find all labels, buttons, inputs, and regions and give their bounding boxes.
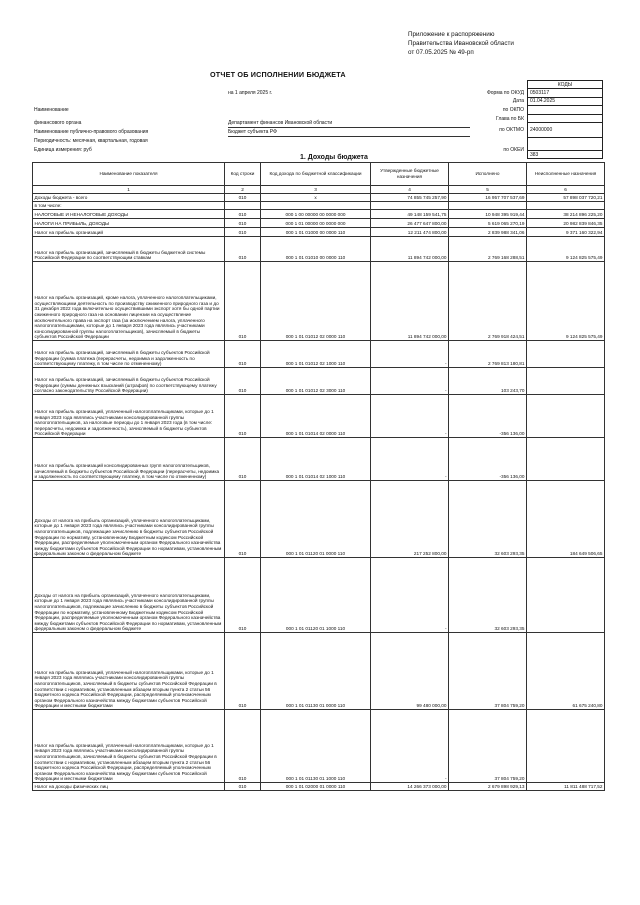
appendix-line-3: от 07.05.2025 № 49-рп (408, 49, 474, 56)
row-remaining (527, 368, 605, 395)
row-executed: -356 136,00 (449, 438, 527, 481)
row-kbk: 000 1 01 01014 02 0000 110 (261, 395, 371, 438)
row-kbk: 000 1 01 02000 01 0000 110 (261, 783, 371, 791)
okpo-value (528, 106, 603, 114)
appendix-line-2: Правительства Ивановской области (408, 40, 514, 47)
fin-organ-value: Департамент финансов Ивановской области (228, 120, 333, 126)
row-code: 010 (225, 262, 261, 341)
codes-caption: КОДЫ (528, 81, 603, 89)
table-row (33, 710, 605, 783)
table-row (33, 228, 605, 237)
row-name: Налог на прибыль организаций (33, 228, 225, 237)
table-row (33, 194, 605, 202)
date-label: Дата (512, 98, 524, 104)
row-remaining: 57 898 037 720,21 (527, 194, 605, 202)
row-approved: - (371, 558, 449, 633)
oktmo-value: 24000000 (528, 122, 603, 137)
row-remaining: 38 214 896 225,20 (527, 210, 605, 219)
table-row (33, 558, 605, 633)
spacer-cell (528, 137, 603, 150)
row-code: 010 (225, 219, 261, 228)
row-code: 010 (225, 481, 261, 558)
row-code: 010 (225, 228, 261, 237)
row-code: 010 (225, 438, 261, 481)
table-row (33, 219, 605, 228)
row-remaining: 184 649 506,65 (527, 481, 605, 558)
row-name: НАЛОГОВЫЕ И НЕНАЛОГОВЫЕ ДОХОДЫ (33, 210, 225, 219)
row-name: Налог на прибыль организаций, кроме налога, уплаченного налогоплательщиками, осуществляющими деятельность по производству сжиженного природного газа и до 31 декабря 2022 года включительно осуществившими экспорт хотя бы одной партии сжиженного природного газа на основании лицензии на осуществление исключительного права на экспорт газа (за исключением налога, уплаченного налогоплательщиками, которые до 1 января 2023 года являлись участниками консолидированной группы налогоплательщиков), зачисляемый в бюджеты субъектов Российской Федерации (33, 262, 225, 341)
row-name: Доходы от налога на прибыль организаций, уплаченного налогоплательщиками, которые до 1 января 2023 года являлись участниками консолидированной группы налогоплательщиков, подлежащие зачислению в бюджеты субъектов Российской Федерации по нормативу, установленному Бюджетным кодексом Российской Федерации, распределяемые уполномоченным органом Федерального казначейства между бюджетами субъектов Российской Федерации по нормативам, установленным федеральным законом о федеральном бюджете (33, 558, 225, 633)
row-name: в том числе: (33, 202, 225, 210)
table-row (33, 481, 605, 558)
date-value: 01.04.2025 (528, 97, 603, 105)
row-remaining: 61 675 240,80 (527, 633, 605, 710)
row-kbk: 000 1 01 01012 02 0000 110 (261, 262, 371, 341)
table-row (33, 783, 605, 791)
column-header: Утвержденные бюджетные назначения (371, 163, 449, 186)
row-name: Доходы от налога на прибыль организаций, уплаченного налогоплательщиками, которые до 1 января 2023 года являлись участниками консолидированной группы налогоплательщиков, подлежащие зачислению в бюджеты субъектов Российской Федерации по нормативу, установленному Бюджетным кодексом Российской Федерации, распределяемые уполномоченным органом Федерального казначейства между бюджетами субъектов Российской Федерации по нормативам, установленным федеральным законом о федеральном бюджете (33, 481, 225, 558)
table-row (33, 202, 605, 210)
row-remaining: 9 124 825 575,49 (527, 237, 605, 262)
row-executed: 32 603 293,35 (449, 558, 527, 633)
row-name: Налог на прибыль организаций, зачисляемый в бюджеты бюджетной системы Российской Федерации по соответствующим ставкам (33, 237, 225, 262)
row-approved: - (371, 341, 449, 368)
row-executed: 103 243,70 (449, 368, 527, 395)
row-code: 010 (225, 395, 261, 438)
row-code (225, 202, 261, 210)
row-remaining: 9 124 825 575,49 (527, 262, 605, 341)
row-code: 010 (225, 783, 261, 791)
column-number: 2 (225, 186, 261, 194)
document-title: ОТЧЕТ ОБ ИСПОЛНЕНИИ БЮДЖЕТА (210, 70, 346, 79)
row-code: 010 (225, 210, 261, 219)
row-name: Налог на прибыль организаций, уплаченный налогоплательщиками, которые до 1 января 2023 года являлись участниками консолидированной группы налогоплательщиков, зачисляемый в бюджеты субъектов Российской Федерации в соответствии с нормативом, установленным абзацем вторым пункта 2 статьи 56 Бюджетного кодекса Российской Федерации, распределяемый уполномоченным органом Федерального казначейства между бюджетами субъектов Российской Федерации и местными бюджетами (33, 710, 225, 783)
row-kbk: 000 1 00 00000 00 0000 000 (261, 210, 371, 219)
row-kbk: 000 1 01 01010 00 0000 110 (261, 237, 371, 262)
appendix-block (408, 30, 608, 57)
row-name: Налог на прибыль организаций, зачисляемый в бюджеты субъектов Российской Федерации (сумма платежа (перерасчеты, недоимка и задолженность по соответствующему платежу, в том числе по отмененному) (33, 341, 225, 368)
row-remaining (527, 438, 605, 481)
table-row (33, 633, 605, 710)
row-kbk: 000 1 01 01000 00 0000 110 (261, 228, 371, 237)
row-code: 010 (225, 633, 261, 710)
column-number: 5 (449, 186, 527, 194)
row-executed: 2 839 988 341,06 (449, 228, 527, 237)
row-approved: - (371, 710, 449, 783)
column-header: Код дохода по бюджетной классификации (261, 163, 371, 186)
okei-value: 383 (528, 150, 603, 158)
column-header: Исполнено (449, 163, 527, 186)
row-executed: 2 769 918 424,51 (449, 262, 527, 341)
column-header: Наименование показателя (33, 163, 225, 186)
row-remaining (527, 558, 605, 633)
appendix-line-1: Приложение к распоряжению (408, 31, 495, 38)
column-number: 3 (261, 186, 371, 194)
row-approved: 99 480 000,00 (371, 633, 449, 710)
row-executed: 32 603 293,35 (449, 481, 527, 558)
row-executed: 2 769 813 180,81 (449, 341, 527, 368)
row-kbk: 000 1 01 01120 01 0000 110 (261, 481, 371, 558)
row-approved (371, 202, 449, 210)
okud-label: Форма по ОКУД (486, 90, 524, 96)
row-executed: 16 957 707 537,69 (449, 194, 527, 202)
row-kbk: 000 1 01 01130 01 1000 110 (261, 710, 371, 783)
row-approved: 217 252 800,00 (371, 481, 449, 558)
row-approved: 74 855 745 257,90 (371, 194, 449, 202)
row-remaining: 11 811 488 717,52 (527, 783, 605, 791)
row-kbk: 000 1 01 01014 02 1000 110 (261, 438, 371, 481)
row-remaining (527, 341, 605, 368)
fin-organ-label: финансового органа (34, 120, 82, 126)
row-approved: - (371, 368, 449, 395)
column-number: 4 (371, 186, 449, 194)
ppo-label: Наименование публично-правового образования (34, 129, 149, 135)
row-executed: 2 679 898 929,13 (449, 783, 527, 791)
ppo-underline (228, 136, 470, 137)
row-name: Налог на прибыль организаций, уплаченный налогоплательщиками, которые до 1 января 2023 года являлись участниками консолидированной группы налогоплательщиков, за налоговые периоды до 1 января 2023 года (в том числе: перерасчеты, недоимка и задолженность), зачисляемый в бюджеты субъектов Российской Федерации (33, 395, 225, 438)
row-executed: 5 619 065 270,19 (449, 219, 527, 228)
row-approved: 11 894 742 000,00 (371, 237, 449, 262)
report-date-line: на 1 апреля 2025 г. (228, 90, 273, 96)
row-approved: 14 266 373 000,00 (371, 783, 449, 791)
row-name: Налог на прибыль организаций консолидированных групп налогоплательщиков, зачисляемый в бюджеты субъектов Российской Федерации (перерасчеты, недоимка и задолженность по соответствующему платежу, в том числе по отмененному) (33, 438, 225, 481)
table-row (33, 210, 605, 219)
row-approved: 12 211 474 800,00 (371, 228, 449, 237)
table-body (33, 194, 605, 791)
row-remaining (527, 202, 605, 210)
column-header: Код строки (225, 163, 261, 186)
table-row (33, 237, 605, 262)
glava-label: Глава по БК (496, 116, 524, 122)
glava-value (528, 114, 603, 122)
table-row (33, 395, 605, 438)
section-title: 1. Доходы бюджета (300, 154, 368, 161)
okei-label: по ОКЕИ (503, 147, 524, 153)
row-kbk: 000 1 01 00000 00 0000 000 (261, 219, 371, 228)
row-code: 010 (225, 237, 261, 262)
row-approved: - (371, 395, 449, 438)
column-number: 6 (527, 186, 605, 194)
row-code: 010 (225, 368, 261, 395)
unit-label: Единица измерения: руб (34, 147, 92, 153)
row-kbk: x (261, 194, 371, 202)
table-row (33, 368, 605, 395)
row-kbk: 000 1 01 01120 01 1000 110 (261, 558, 371, 633)
row-kbk (261, 202, 371, 210)
codes-box (527, 80, 603, 159)
row-executed (449, 202, 527, 210)
row-executed: 37 804 759,20 (449, 633, 527, 710)
row-name: НАЛОГИ НА ПРИБЫЛЬ, ДОХОДЫ (33, 219, 225, 228)
row-remaining: 9 371 160 322,94 (527, 228, 605, 237)
row-name: Налог на прибыль организаций, зачисляемый в бюджеты субъектов Российской Федерации (суммы денежных взысканий (штрафов) по соответствующему платежу согласно законодательству Российской Федерации) (33, 368, 225, 395)
table-header-row (33, 163, 605, 186)
row-approved: - (371, 438, 449, 481)
row-executed: -356 136,00 (449, 395, 527, 438)
row-kbk: 000 1 01 01012 02 3000 110 (261, 368, 371, 395)
row-remaining (527, 710, 605, 783)
row-name: Налог на прибыль организаций, уплаченный налогоплательщиками, которые до 1 января 2023 года являлись участниками консолидированной группы налогоплательщиков, зачисляемый в бюджеты субъектов Российской Федерации в соответствии с нормативом, установленным абзацем вторым пункта 2 статьи 56 Бюджетного кодекса Российской Федерации, распределяемый уполномоченным органом Федерального казначейства между бюджетами субъектов Российской Федерации и местными бюджетами (33, 633, 225, 710)
row-executed: 37 804 759,20 (449, 710, 527, 783)
okud-value: 0503117 (528, 89, 603, 97)
table-row (33, 341, 605, 368)
okpo-label: по ОКПО (502, 107, 524, 113)
row-approved: 49 148 159 541,75 (371, 210, 449, 219)
column-number: 1 (33, 186, 225, 194)
table-row (33, 262, 605, 341)
oktmo-label: по ОКТМО (499, 127, 524, 133)
row-code: 010 (225, 710, 261, 783)
row-executed: 10 948 395 919,44 (449, 210, 527, 219)
row-kbk: 000 1 01 01130 01 0000 110 (261, 633, 371, 710)
row-executed: 2 769 168 288,51 (449, 237, 527, 262)
fin-organ-underline (228, 127, 470, 128)
name-label: Наименование (34, 107, 69, 113)
row-code: 010 (225, 194, 261, 202)
income-table (32, 162, 605, 791)
row-code: 010 (225, 341, 261, 368)
row-approved: 26 477 647 800,00 (371, 219, 449, 228)
row-code: 010 (225, 558, 261, 633)
row-approved: 11 894 742 000,00 (371, 262, 449, 341)
row-remaining: 20 982 839 846,35 (527, 219, 605, 228)
table-row (33, 438, 605, 481)
column-number-row (33, 186, 605, 194)
row-kbk: 000 1 01 01012 02 1000 110 (261, 341, 371, 368)
ppo-value: Бюджет субъекта РФ (228, 129, 277, 135)
column-header: Неисполненные назначения (527, 163, 605, 186)
row-name: Налог на доходы физических лиц (33, 783, 225, 791)
row-name: Доходы бюджета - всего (33, 194, 225, 202)
row-remaining (527, 395, 605, 438)
period-label: Периодичность: месячная, квартальная, годовая (34, 138, 148, 144)
